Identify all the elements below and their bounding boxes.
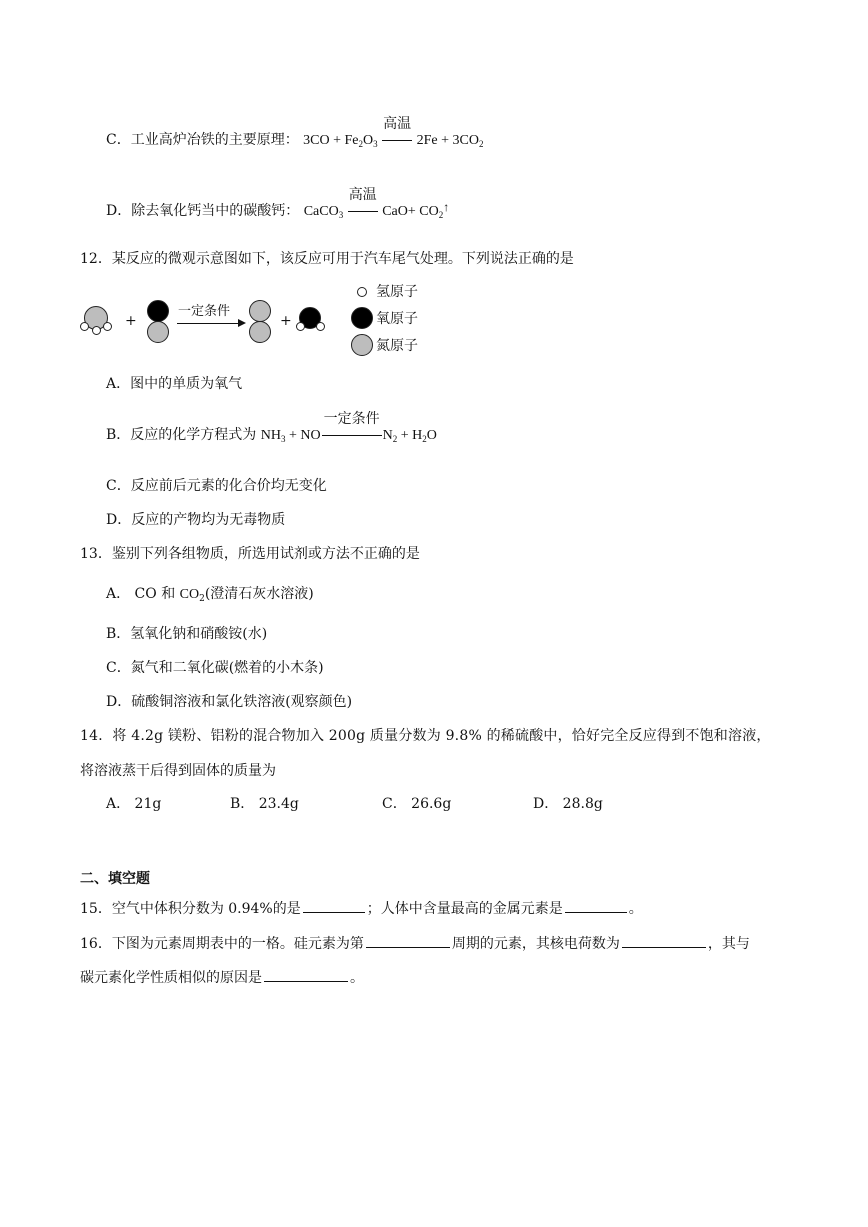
formula-subscript: 3 — [280, 434, 286, 444]
formula-subscript: 3 — [373, 139, 378, 149]
q13-option-a — [106, 584, 314, 605]
reaction-bar — [348, 211, 378, 212]
nitrogen-atom — [147, 321, 169, 343]
question-text: 周期的元素，其核电荷数为 — [451, 936, 620, 952]
question-text: ；人体中含量最高的金属元素是 — [366, 901, 563, 917]
q13-option-c: C．氮气和二氧化碳(燃着的小木条) — [106, 660, 324, 676]
answer-blank[interactable] — [622, 933, 706, 948]
reaction-bar — [322, 435, 382, 436]
q12-stem: 12．某反应的微观示意图如下，该反应可用于汽车尾气处理。下列说法正确的是 — [80, 251, 574, 267]
legend-oxygen-label: 氧原子 — [376, 311, 418, 327]
q13-stem: 13．鉴别下列各组物质，所选用试剂或方法不正确的是 — [80, 546, 420, 562]
formula-text: + H — [397, 428, 423, 443]
gas-arrow-icon: ↑ — [443, 200, 450, 214]
reaction-condition — [381, 117, 413, 151]
formula-text: O — [426, 428, 437, 443]
hydrogen-atom — [103, 322, 112, 331]
formula-subscript: 2 — [422, 434, 427, 444]
formula-ironmaking — [303, 117, 484, 149]
option-text: (澄清石灰水溶液) — [204, 586, 314, 602]
q14-stem-line2: 将溶液蒸干后得到固体的质量为 — [80, 763, 276, 779]
reaction-bar — [382, 140, 412, 141]
formula-decomposition — [303, 188, 450, 220]
q12-option-d: D．反应的产物均为无毒物质 — [106, 512, 286, 528]
q12-option-b — [106, 412, 437, 446]
formula-text: 3CO + Fe — [303, 133, 359, 148]
hydrogen-legend-icon — [357, 287, 367, 297]
section-title: 二、填空题 — [80, 871, 150, 887]
oxygen-legend-icon — [351, 307, 373, 329]
option-label: C．工业高炉冶铁的主要原理： — [106, 132, 299, 148]
q16-line2 — [80, 967, 364, 988]
nitrogen-atom — [249, 321, 271, 343]
answer-blank[interactable] — [303, 898, 365, 913]
q14-option-b: B． 23.4g — [230, 796, 299, 812]
reaction-arrow-line — [177, 323, 241, 324]
q11-option-d — [106, 188, 450, 222]
formula-subscript: 2 — [358, 139, 364, 149]
q11-option-c — [106, 117, 484, 151]
answer-blank[interactable] — [366, 933, 450, 948]
q14-option-c: C． 26.6g — [382, 796, 452, 812]
question-text: ，其与 — [707, 936, 750, 952]
formula-text: N — [382, 428, 393, 443]
plus-sign: + — [280, 313, 292, 329]
q16-line1 — [80, 933, 750, 954]
q14-option-d: D． 28.8g — [533, 796, 603, 812]
formula-text: + NO — [285, 428, 321, 443]
hydrogen-atom — [296, 322, 305, 331]
plus-sign: + — [125, 313, 137, 329]
formula-subscript: 2 — [478, 139, 484, 149]
q15 — [80, 898, 643, 919]
option-label: B．反应的化学方程式为 — [106, 427, 257, 443]
formula-subscript: 2 — [392, 434, 398, 444]
formula-text: 2Fe + 3CO — [416, 133, 479, 148]
arrow-condition-label: 一定条件 — [178, 304, 231, 319]
question-text: 15．空气中体积分数为 0.94%的是 — [80, 901, 301, 917]
formula-subscript: 2 — [199, 594, 205, 604]
reaction-condition — [321, 412, 383, 446]
question-text: 碳元素化学性质相似的原因是 — [80, 970, 262, 986]
option-label: D．除去氧化钙当中的碳酸钙： — [106, 203, 300, 219]
condition-label: 高温 — [348, 188, 377, 203]
legend-hydrogen-label: 氢原子 — [376, 284, 418, 300]
formula-subscript: 2 — [438, 210, 444, 220]
formula-text: NH — [260, 428, 281, 443]
q13-option-d: D．硫酸铜溶液和氯化铁溶液(观察颜色) — [106, 694, 353, 710]
arrow-head-icon — [238, 319, 246, 327]
question-text: 。 — [350, 970, 364, 986]
formula-subscript: 3 — [338, 210, 344, 220]
formula-text: CO — [179, 587, 200, 602]
formula-text: CaCO — [303, 204, 339, 219]
legend-nitrogen-label: 氮原子 — [376, 338, 418, 354]
hydrogen-atom — [80, 322, 89, 331]
oxygen-atom — [147, 300, 169, 322]
nitrogen-atom — [249, 300, 271, 322]
formula-text: O — [363, 133, 374, 148]
answer-blank[interactable] — [565, 898, 627, 913]
q12-option-c: C．反应前后元素的化合价均无变化 — [106, 478, 327, 494]
q12-option-a: A．图中的单质为氧气 — [106, 376, 243, 392]
reaction-condition — [347, 188, 379, 222]
nitrogen-legend-icon — [351, 334, 373, 356]
hydrogen-atom — [92, 326, 101, 335]
formula-text: CaO+ CO — [382, 204, 439, 219]
q14-stem-line1: 14．将 4.2g 镁粉、铝粉的混合物加入 200g 质量分数为 9.8% 的稀硫酸中，恰好完全反应得到不饱和溶液， — [80, 728, 771, 744]
condition-label: 一定条件 — [323, 412, 380, 427]
option-label: A． CO 和 — [106, 586, 176, 602]
question-text: 。 — [628, 901, 643, 917]
question-text: 16．下图为元素周期表中的一格。硅元素为第 — [80, 936, 364, 952]
q13-option-b: B．氢氧化钠和硝酸铵(水) — [106, 626, 268, 642]
answer-blank[interactable] — [264, 967, 348, 982]
hydrogen-atom — [316, 322, 325, 331]
q14-option-a: A． 21g — [106, 796, 162, 812]
formula-reaction — [260, 412, 437, 444]
condition-label: 高温 — [383, 117, 412, 132]
